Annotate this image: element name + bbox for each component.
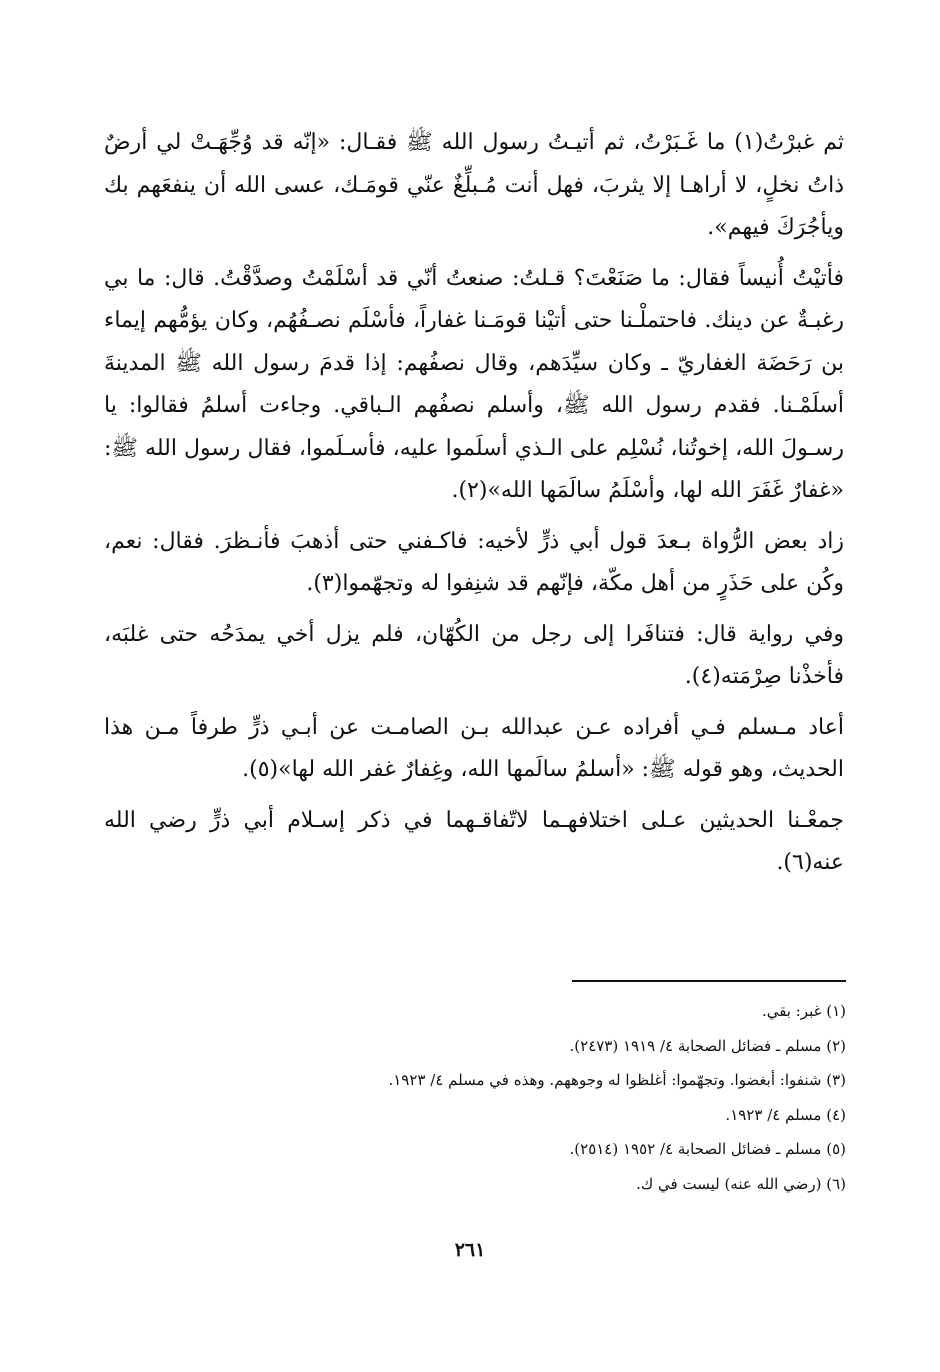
footnote-separator: [572, 980, 846, 982]
footnote-3: (٣) شنفوا: أبغضوا. وتجهّموا: أغلظوا له وجوههم. وهذه في مسلم ٤/ ١٩٢٣.: [388, 1071, 846, 1089]
footnote-2: (٢) مسلم ـ فضائل الصحابة ٤/ ١٩١٩ (٢٤٧٣).: [569, 1036, 846, 1055]
paragraph-4: وفي رواية قال: فتنافَرا إلى رجل من الكُهّان، فلم يزل أخي يمدَحُه حتى غلبَه، فأخذْنا صِرْمَته(٤).: [104, 621, 844, 689]
footnotes: [250, 994, 846, 1201]
paragraph-1: ثم غبرْتُ(١) ما غَـبَرْتُ، ثم أتيـتُ رسول الله ﷺ فقـال: «إنّه قد وُجِّهَـتْ لي أرضٌ ذاتُ نخلٍ، لا أراهـا إلا يثربَ، فهل أنت مُـبلِّغٌ عنّي قومَـك، عسى الله أن ينفعَهم بك ويأجُرَكَ فيهم».: [104, 130, 844, 240]
footnote-1: (١) غبر: بقي.: [761, 1002, 846, 1020]
page-number: ٢٦١: [454, 1239, 486, 1261]
footnote-6: (٦) (رضي الله عنه) ليست في ك.: [636, 1174, 846, 1193]
main-text: [104, 122, 844, 885]
paragraph-2: فأتيْتُ أُنيساً فقال: ما صَنَعْتَ؟ قـلتُ: صنعتُ أنّي قد أسْلَمْتُ وصدَّقْتُ. قال: ما بي رغبـةٌ عن دينك. فاحتملْـنا حتى أتيْنا قومَـنا غفاراً، فأسْلَم نصـفُهُم، وكان يؤمُّهم إيماء بن رَحَضَة الغفاريّ ـ وكان سيِّدَهم، وقال نصفُهم: إذا قدمَ رسول الله ﷺ المدينةَ أسلَمْـنا. فقدم رسول الله ﷺ، وأسلم نصفُهم الـباقي. وجاءت أسلمُ فقالوا: يا رسـولَ الله، إخوتُنا، نُسْلِم على الـذي أسلَموا عليه، فأسـلَموا، فقال رسول الله ﷺ: «غفارٌ غَفَرَ الله لها، وأسْلَمُ سالَمَها الله»(٢).: [104, 265, 844, 503]
footnote-4: (٤) مسلم ٤/ ١٩٢٣.: [725, 1105, 846, 1124]
paragraph-5: أعاد مـسلم فـي أفراده عـن عبدالله بـن الصامـت عن أبـي ذرٍّ طرفاً مـن هذا الحديث، وهو قوله ﷺ: «أسلمُ سالَمها الله، وغِفارٌ غفر الله لها»(٥).: [104, 714, 844, 782]
paragraph-3: زاد بعض الرُّواة بـعدَ قول أبي ذرٍّ لأخيه: فاكـفني حتى أذهبَ فأنـظرَ. فقال: نعم، وكُن على حَذَرٍ من أهل مكّة، فإنّهم قد شنِفوا له وتجهّموا(٣).: [104, 528, 844, 596]
footnote-5: (٥) مسلم ـ فضائل الصحابة ٤/ ١٩٥٢ (٢٥١٤).: [569, 1140, 846, 1158]
paragraph-6: جمعْـنا الحديثين عـلى اختلافهـما لاتّفاقـهما في ذكر إسـلام أبي ذرٍّ رضي الله عنه(٦).: [104, 807, 844, 875]
